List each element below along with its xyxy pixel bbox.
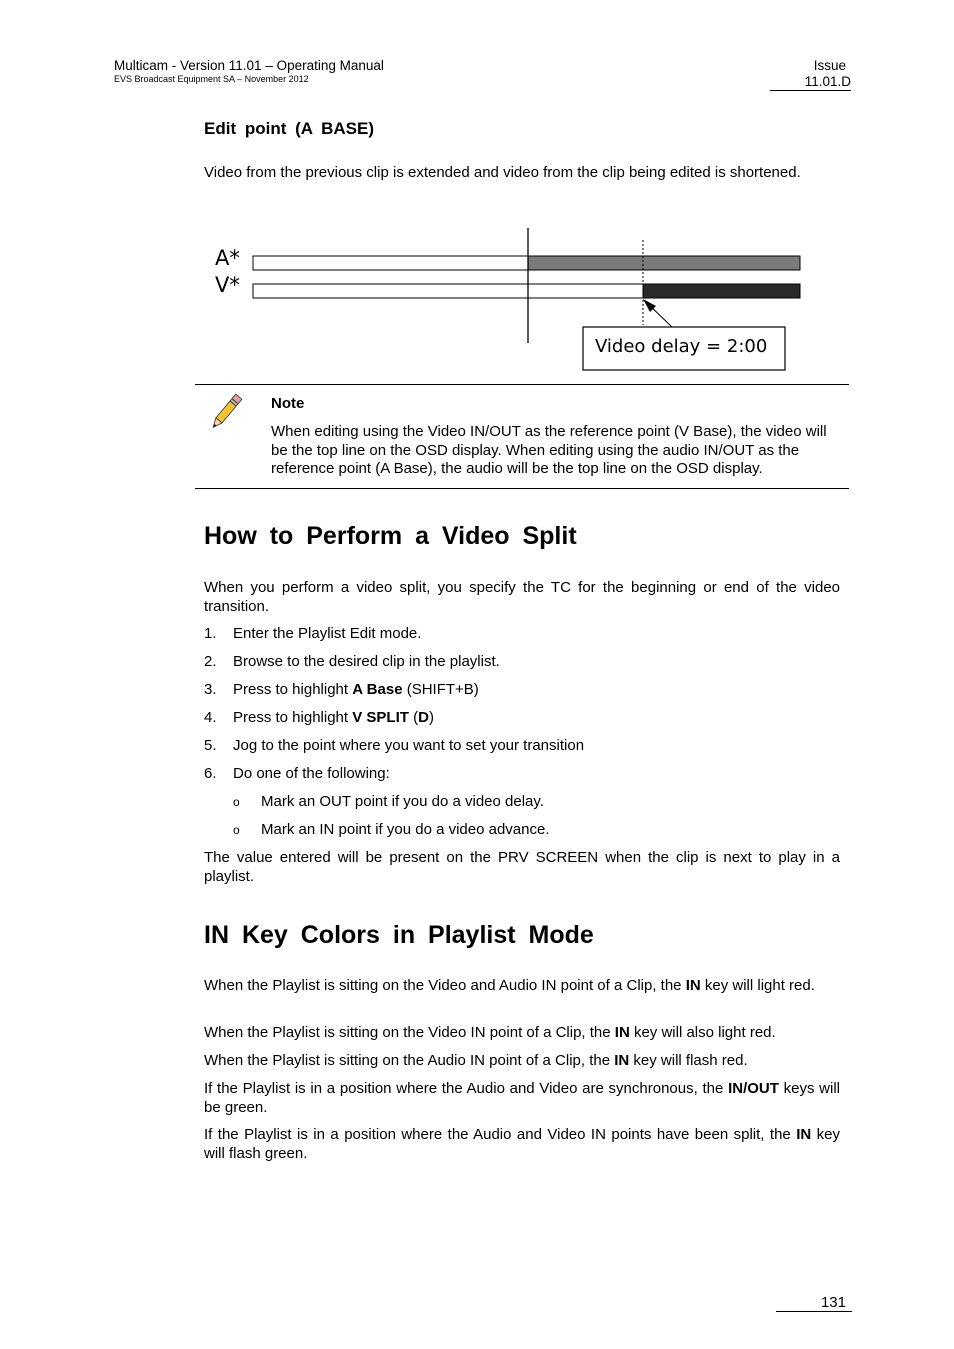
paragraph-edit-point: Video from the previous clip is extended and video from the clip being edited is shortened. <box>204 164 801 181</box>
paragraph-in-key-2: When the Playlist is sitting on the Video IN point of a Clip, the IN key will also light red. <box>204 1024 776 1041</box>
paragraph-video-split-intro: When you perform a video split, you specify the TC for the beginning or end of the video transition. <box>204 579 840 615</box>
list-item: 2. Browse to the desired clip in the playlist. <box>204 653 500 670</box>
note-title: Note <box>271 395 305 412</box>
list-item: 3. Press to highlight A Base (SHIFT+B) <box>204 681 479 698</box>
audio-track-label: A* <box>215 246 240 270</box>
timeline-diagram <box>204 225 844 375</box>
page-number: 131 <box>776 1294 852 1312</box>
sub-list-item: o Mark an OUT point if you do a video delay. <box>233 793 544 810</box>
pencil-icon <box>204 390 248 434</box>
sub-list-item: o Mark an IN point if you do a video advance. <box>233 821 550 838</box>
list-item: 1. Enter the Playlist Edit mode. <box>204 625 422 642</box>
header-subtitle: EVS Broadcast Equipment SA – November 2012 <box>114 74 309 84</box>
list-item: 4. Press to highlight V SPLIT (D) <box>204 709 434 726</box>
paragraph-in-key-1: When the Playlist is sitting on the Video and Audio IN point of a Clip, the IN key will light red. <box>204 977 815 994</box>
paragraph-in-key-3: When the Playlist is sitting on the Audio IN point of a Clip, the IN key will flash red. <box>204 1052 748 1069</box>
header-issue-label: Issue <box>813 58 846 73</box>
paragraph-video-split-outro: The value entered will be present on the PRV SCREEN when the clip is next to play in a playlist. <box>204 849 840 885</box>
note-text: When editing using the Video IN/OUT as the reference point (V Base), the video will be the top line on the OSD display. When editing using the audio IN/OUT as the reference point (A Base), the audio will be the top line on the OSD display. <box>271 423 827 477</box>
list-item: 6. Do one of the following: <box>204 765 390 782</box>
audio-track-shaded <box>528 256 800 270</box>
section-heading-in-key-colors: IN Key Colors in Playlist Mode <box>204 921 594 949</box>
header-title: Multicam - Version 11.01 – Operating Manual <box>114 58 384 73</box>
paragraph-in-key-4: If the Playlist is in a position where the Audio and Video are synchronous, the IN/OUT keys will be green. <box>204 1080 841 1116</box>
list-item: 5. Jog to the point where you want to set your transition <box>204 737 585 754</box>
callout-text: Video delay = 2:00 <box>595 336 768 357</box>
section-heading-video-split: How to Perform a Video Split <box>204 522 577 550</box>
header-issue-value: 11.01.D <box>770 74 851 91</box>
paragraph-in-key-5: If the Playlist is in a position where the Audio and Video IN points have been split, the IN key will flash green. <box>204 1126 841 1162</box>
video-track-shaded <box>643 284 800 298</box>
section-heading-edit-point: Edit point (A BASE) <box>204 119 375 138</box>
video-track-label: V* <box>215 273 240 297</box>
